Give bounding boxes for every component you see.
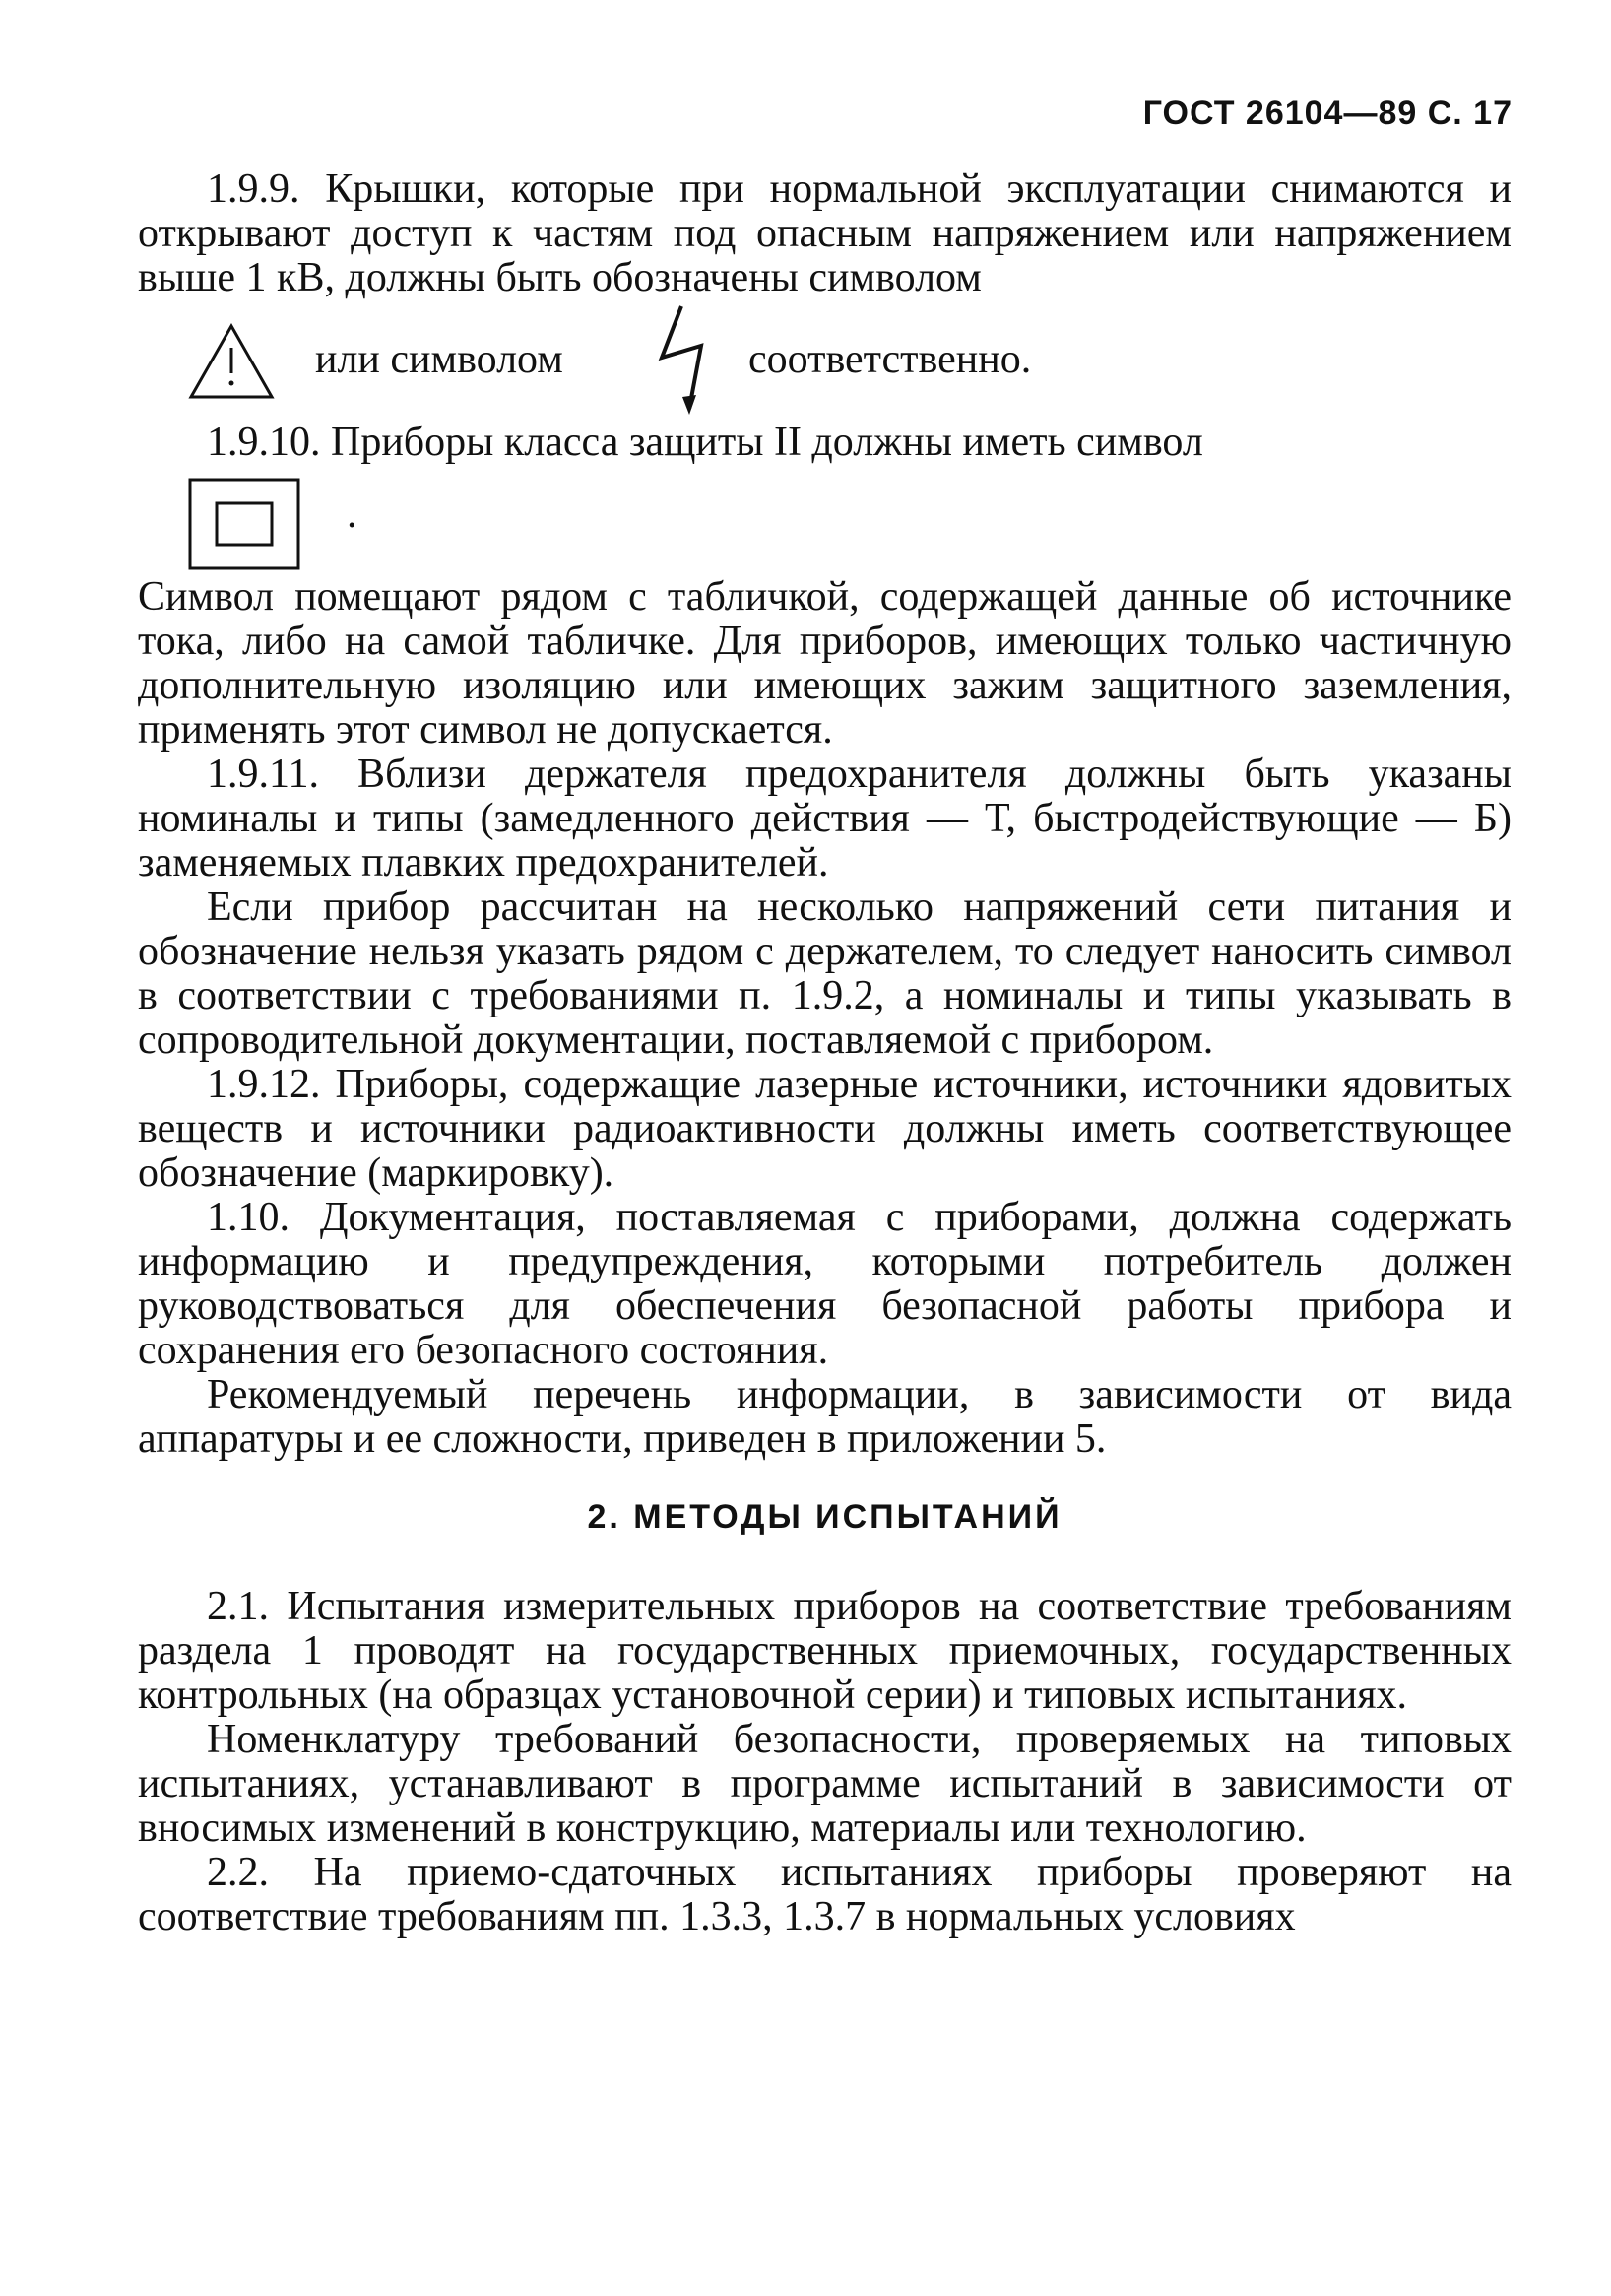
warning-triangle-icon (187, 322, 276, 401)
paragraph-symbol-placement: Символ помещают рядом с табличкой, содержащей данные об источнике тока, либо на самой табличке. Для приборов, имеющих только частичную дополнительную изоляцию или имеющих зажим защитного заземления, применять этот символ не допускается. (138, 574, 1512, 753)
class-ii-double-square-icon (187, 477, 301, 571)
paragraph-nomenclature: Номенклатуру требований безопасности, проверяемых на типовых испытаниях, устанавливают в программе испытаний в зависимости от вносимых изменений в конструкцию, материалы или технологию. (138, 1717, 1512, 1851)
paragraph-2-2: 2.2. На приемо-сдаточных испытаниях приборы проверяют на соответствие требованиям пп. 1.3.3, 1.3.7 в нормальных условиях (138, 1850, 1512, 1939)
paragraph-1-10: 1.10. Документация, поставляемая с приборами, должна содержать информацию и предупреждения, которыми потребитель должен руководствоваться для обеспечения безопасной работы прибора и сохранения его безопасного состояния. (138, 1195, 1512, 1373)
high-voltage-lightning-icon (650, 302, 719, 419)
paragraph-1-9-12: 1.9.12. Приборы, содержащие лазерные источники, источники ядовитых веществ и источники радиоактивности должны иметь соответствующее обозначение (маркировку). (138, 1062, 1512, 1196)
class-ii-symbol-row (138, 473, 1512, 575)
symbol-correspondingly-text: соответственно. (748, 337, 1032, 382)
voltage-symbols-row (138, 302, 1512, 421)
paragraph-recommended-list: Рекомендуемый перечень информации, в зависимости от вида аппаратуры и ее сложности, приведен в приложении 5. (138, 1372, 1512, 1462)
symbol-or-text: или символом (315, 337, 563, 382)
section-title-test-methods: 2. МЕТОДЫ ИСПЫТАНИЙ (587, 1498, 1063, 1536)
page-header: ГОСТ 26104—89 С. 17 (1142, 95, 1513, 132)
paragraph-1-9-9: 1.9.9. Крышки, которые при нормальной эксплуатации снимаются и открывают доступ к частям под опасным напряжением или напряжением выше 1 кВ, должны быть обозначены символом (138, 166, 1512, 300)
paragraph-multi-voltage: Если прибор рассчитан на несколько напряжений сети питания и обозначение нельзя указать рядом с держателем, то следует наносить символ в соответствии с требованиями п. 1.9.2, а номиналы и типы указывать в сопроводительной документации, поставляемой с прибором. (138, 885, 1512, 1063)
paragraph-1-9-11: 1.9.11. Вблизи держателя предохранителя должны быть указаны номиналы и типы (замедленного действия — Т, быстродействующие — Б) заменяемых плавких предохранителей. (138, 752, 1512, 886)
paragraph-2-1: 2.1. Испытания измерительных приборов на соответствие требованиям раздела 1 проводят на государственных приемочных, государственных контрольных (на образцах установочной серии) и типовых испытаниях. (138, 1584, 1512, 1718)
paragraph-1-9-10: 1.9.10. Приборы класса защиты II должны иметь символ (207, 420, 1203, 465)
page-content (138, 167, 1512, 1939)
class-ii-trailing-dot: . (347, 492, 357, 537)
